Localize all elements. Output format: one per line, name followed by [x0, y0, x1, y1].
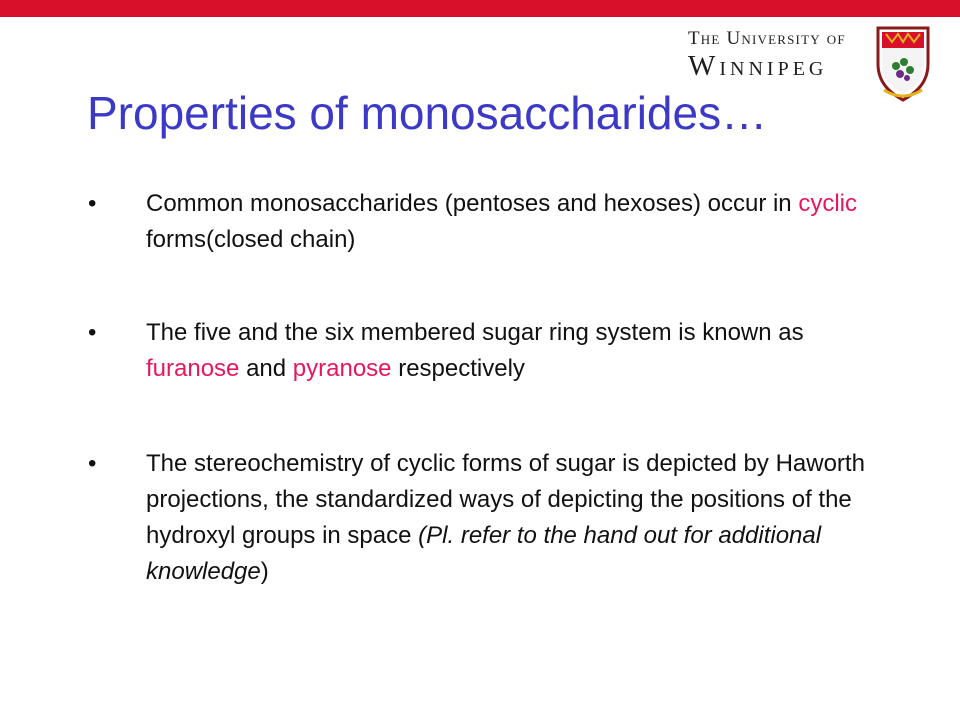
italic-note: (Pl. refer to the hand out for additional knowledge	[146, 522, 822, 585]
bullet-item-1	[88, 186, 866, 258]
bullet-marker: •	[88, 190, 97, 217]
bullet-item-2	[88, 315, 866, 387]
highlight-term: furanose	[146, 355, 240, 382]
logo-line-2: Winnipeg	[688, 50, 828, 82]
bullet-item-3	[88, 446, 866, 590]
bullet-marker: •	[88, 450, 97, 477]
highlight-term: cyclic	[798, 190, 857, 217]
bullet-text: Common monosaccharides (pentoses and hexoses) occur in	[146, 190, 799, 217]
bullet-text: )	[260, 558, 269, 585]
bullet-text: forms(closed chain)	[146, 226, 356, 253]
bullet-text: The five and the six membered sugar ring system is known as	[146, 319, 804, 346]
slide-title: Properties of monosaccharides…	[87, 87, 768, 139]
bullet-marker: •	[88, 319, 97, 346]
top-accent-bar	[0, 0, 960, 17]
highlight-term: pyranose	[292, 355, 392, 382]
bullet-text: and	[239, 355, 293, 382]
logo-line-1: The University of	[688, 28, 846, 49]
bullet-text: The stereochemistry of cyclic forms of sugar is depicted by Haworth projections, the standardized ways of depicting the positions of the hydroxyl groups in space	[146, 450, 865, 549]
crest-icon	[874, 24, 932, 102]
bullet-text: respectively	[391, 355, 525, 382]
